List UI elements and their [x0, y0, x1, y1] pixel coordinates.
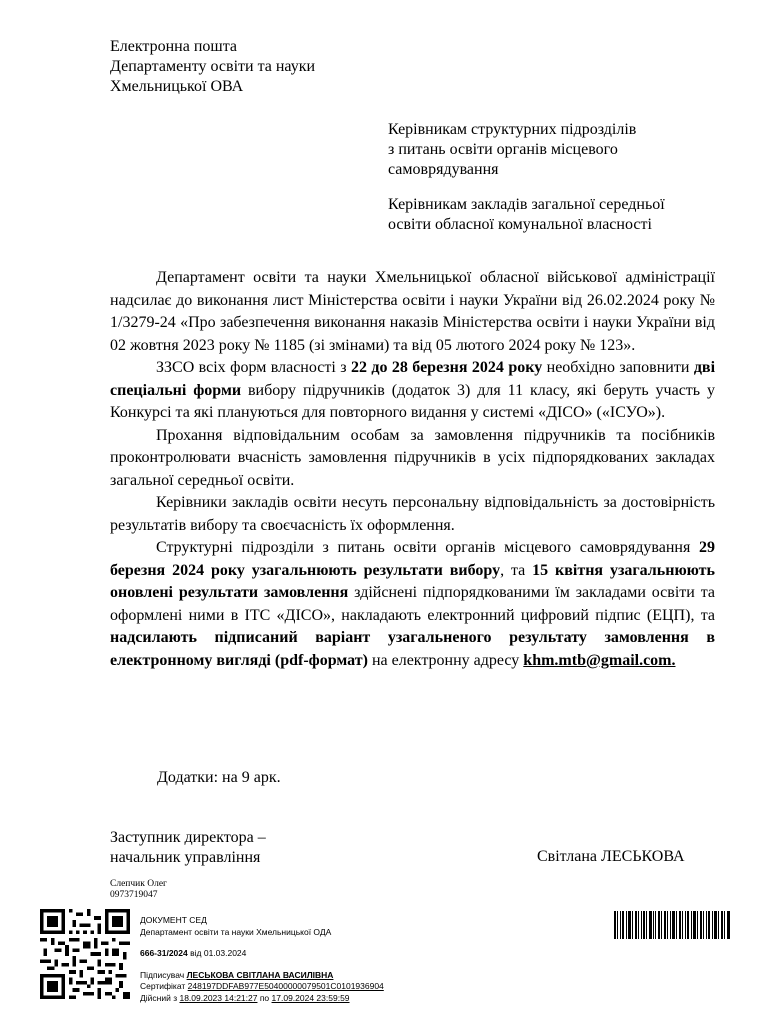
stamp-doc-label: ДОКУМЕНТ СЕД	[140, 915, 207, 925]
executor-name: Слепчик Олег	[110, 879, 167, 889]
sender-line: Електронна пошта	[110, 38, 238, 55]
executor-phone: 0973719047	[110, 890, 158, 900]
recipient-line: з питань освіти органів місцевого	[388, 141, 618, 158]
sender-block	[110, 37, 315, 97]
stamp-signer: Підписувач ЛЕСЬКОВА СВІТЛАНА ВАСИЛІВНА	[140, 969, 334, 980]
barcode-icon	[614, 911, 730, 939]
paragraph-1: Департамент освіти та науки Хмельницької обласної військової адміністрації надсилає до виконання лист Міністерства освіти і науки України від 26.02.2024 року № 1/3279-24 «Про забезпечення виконання наказів Міністерства освіти і науки України від 02 жовтня 2023 року № 1185 (зі змінами) та від 05 лютого 2024 року № 123».	[110, 269, 715, 354]
sender-line: Хмельницької ОВА	[110, 78, 244, 95]
attachments-note: Додатки: на 9 арк.	[157, 769, 281, 786]
edms-stamp	[140, 915, 384, 1004]
recipient-line: Керівникам закладів загальної середньої	[388, 196, 665, 213]
paragraph-5: Структурні підрозділи з питань освіти органів місцевого самоврядування 29 березня 2024 року узагальнюють результати вибору, та 15 квітня узагальнюють оновлені результати замовлення здійснені підпорядкованими їм закладами освіти та оформлені ними в ІТС «ДІСО», накладають електронний цифровий підпис (ЕЦП), та надсилають підписаний варіант узагальненого результату замовлення в електронному вигляді (pdf-формат) на електронну адресу khm.mtb@gmail.com.	[110, 539, 716, 669]
paragraph-2: ЗЗСО всіх форм власності з 22 до 28 березня 2024 року необхідно заповнити дві спеціальні форми вибору підручників (додаток 3) для 11 класу, які беруть участь у Конкурсі та які плануються для повторного видання у системі «ДІСО» («ІСУО»).	[110, 359, 716, 421]
qr-code-icon	[40, 909, 130, 999]
signer-name: Світлана ЛЕСЬКОВА	[537, 848, 685, 865]
stamp-registration: 666-31/2024 від 01.03.2024	[140, 948, 247, 958]
stamp-validity: Дійсний з 18.09.2023 14:21:27 по 17.09.2024 23:59:59	[140, 992, 350, 1003]
stamp-org: Департамент освіти та науки Хмельницької ОДА	[140, 926, 332, 937]
recipient-line: Керівникам структурних підрозділів	[388, 121, 637, 138]
recipients-block	[388, 120, 718, 235]
letter-body	[110, 267, 715, 672]
recipient-line: самоврядування	[388, 161, 499, 178]
recipient-line: освіти обласної комунальної власності	[388, 216, 652, 233]
email-link[interactable]: khm.mtb@gmail.com.	[523, 651, 676, 669]
stamp-certificate: Сертифікат 248197DDFAB977E50400000079501C0101936904	[140, 981, 384, 991]
paragraph-3: Прохання відповідальним особам за замовлення підручників та посібників проконтролювати вчасність замовлення підручників в усіх підпорядкованих закладах загальної середньої освіти.	[110, 426, 715, 489]
sender-line: Департаменту освіти та науки	[110, 58, 316, 75]
executor-info	[110, 879, 167, 901]
paragraph-4: Керівники закладів освіти несуть персональну відповідальність за достовірність результатів вибору та своєчасність їх оформлення.	[110, 494, 715, 534]
signer-title: Заступник директора – начальник управління	[110, 829, 266, 866]
